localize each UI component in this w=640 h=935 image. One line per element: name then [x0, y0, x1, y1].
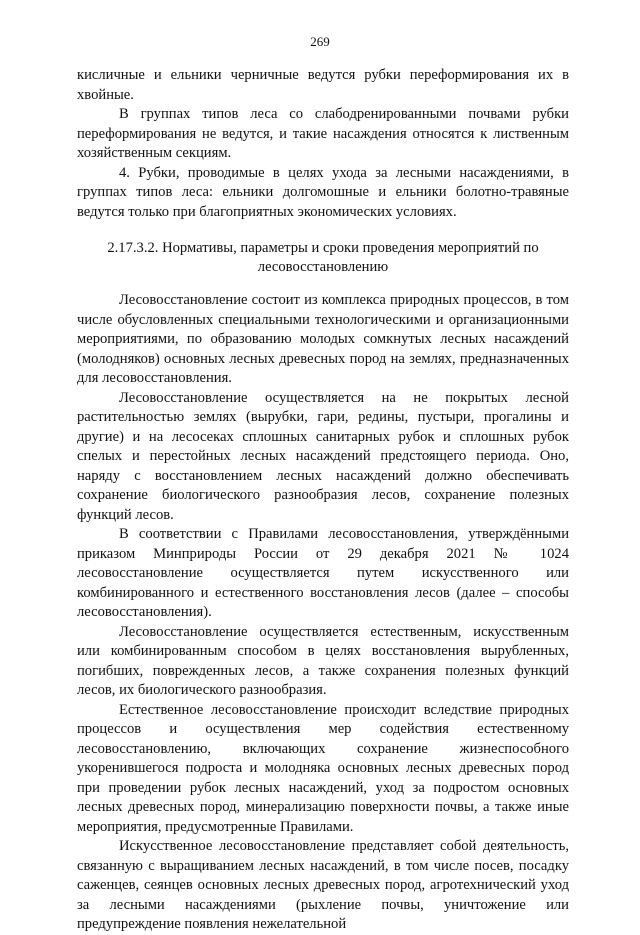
paragraph: 4. Рубки, проводимые в целях ухода за лесными насаждениями, в группах типов леса: ельники долгомошные и ельники болотно-травяные ведутся только при благоприятных экономических условиях.: [77, 164, 569, 220]
paragraph: Искусственное лесовосстановление представляет собой деятельность, связанную с выращиванием лесных насаждений, в том числе посев, посадку саженцев, сеянцев основных лесных древесных пород, агротехнический уход за лесными насаждениями (рыхление почвы, уничтожение или предупреждение появления нежелательной: [77, 838, 569, 932]
section-heading: 2.17.3.2. Нормативы, параметры и сроки проведения мероприятий по лесовосстановлению: [107, 240, 539, 275]
paragraph: Лесовосстановление осуществляется естественным, искусственным или комбинированным способом в целях восстановления вырубленных, погибших, поврежденных лесов, а также сохранения полезных функций лесов, их биологического разнообразия.: [77, 623, 569, 698]
body-text: [77, 66, 569, 935]
paragraph: В соответствии с Правилами лесовосстановления, утверждёнными приказом Минприроды России от 29 декабря 2021 № 1024 лесовосстановление осуществляется путем искусственного или комбинированного и естественного восстановления лесов (далее – способы лесовосстановления).: [77, 526, 569, 620]
paragraph: Лесовосстановление осуществляется на не покрытых лесной растительностью землях (вырубки, гари, редины, пустыри, прогалины и другие) и на лесосеках сплошных санитарных рубок и сплошных рубок спелых и перестойных лесных насаждений предстоящего периода. Оно, наряду с восстановлением лесных насаждений должно обеспечивать сохранение биологического разнообразия лесов, сохранение полезных функций лесов.: [77, 389, 569, 523]
paragraph: Лесовосстановление состоит из комплекса природных процессов, в том числе обусловленных специальными технологическими и организационными мероприятиями, по образованию молодых сомкнутых лесных насаждений (молодняков) основных лесных древесных пород на землях, предназначенных для лесовосстановления.: [77, 292, 569, 386]
page-number: 269: [310, 34, 330, 49]
paragraph: Естественное лесовосстановление происходит вследствие природных процессов и осуществления мер содействия естественному лесовосстановлению, включающих сохранение жизнеспособного укоренившегося подроста и молодняка основных лесных древесных пород при проведении рубок лесных насаждений, уход за подростом основных лесных древесных пород, минерализацию поверхности почвы, а также иные мероприятия, предусмотренные Правилами.: [77, 701, 569, 835]
paragraph: кисличные и ельники черничные ведутся рубки переформирования их в хвойные.: [77, 67, 569, 103]
paragraph: В группах типов леса со слабодренированными почвами рубки переформирования не ведутся, и такие насаждения относятся к лиственным хозяйственным секциям.: [77, 106, 569, 161]
